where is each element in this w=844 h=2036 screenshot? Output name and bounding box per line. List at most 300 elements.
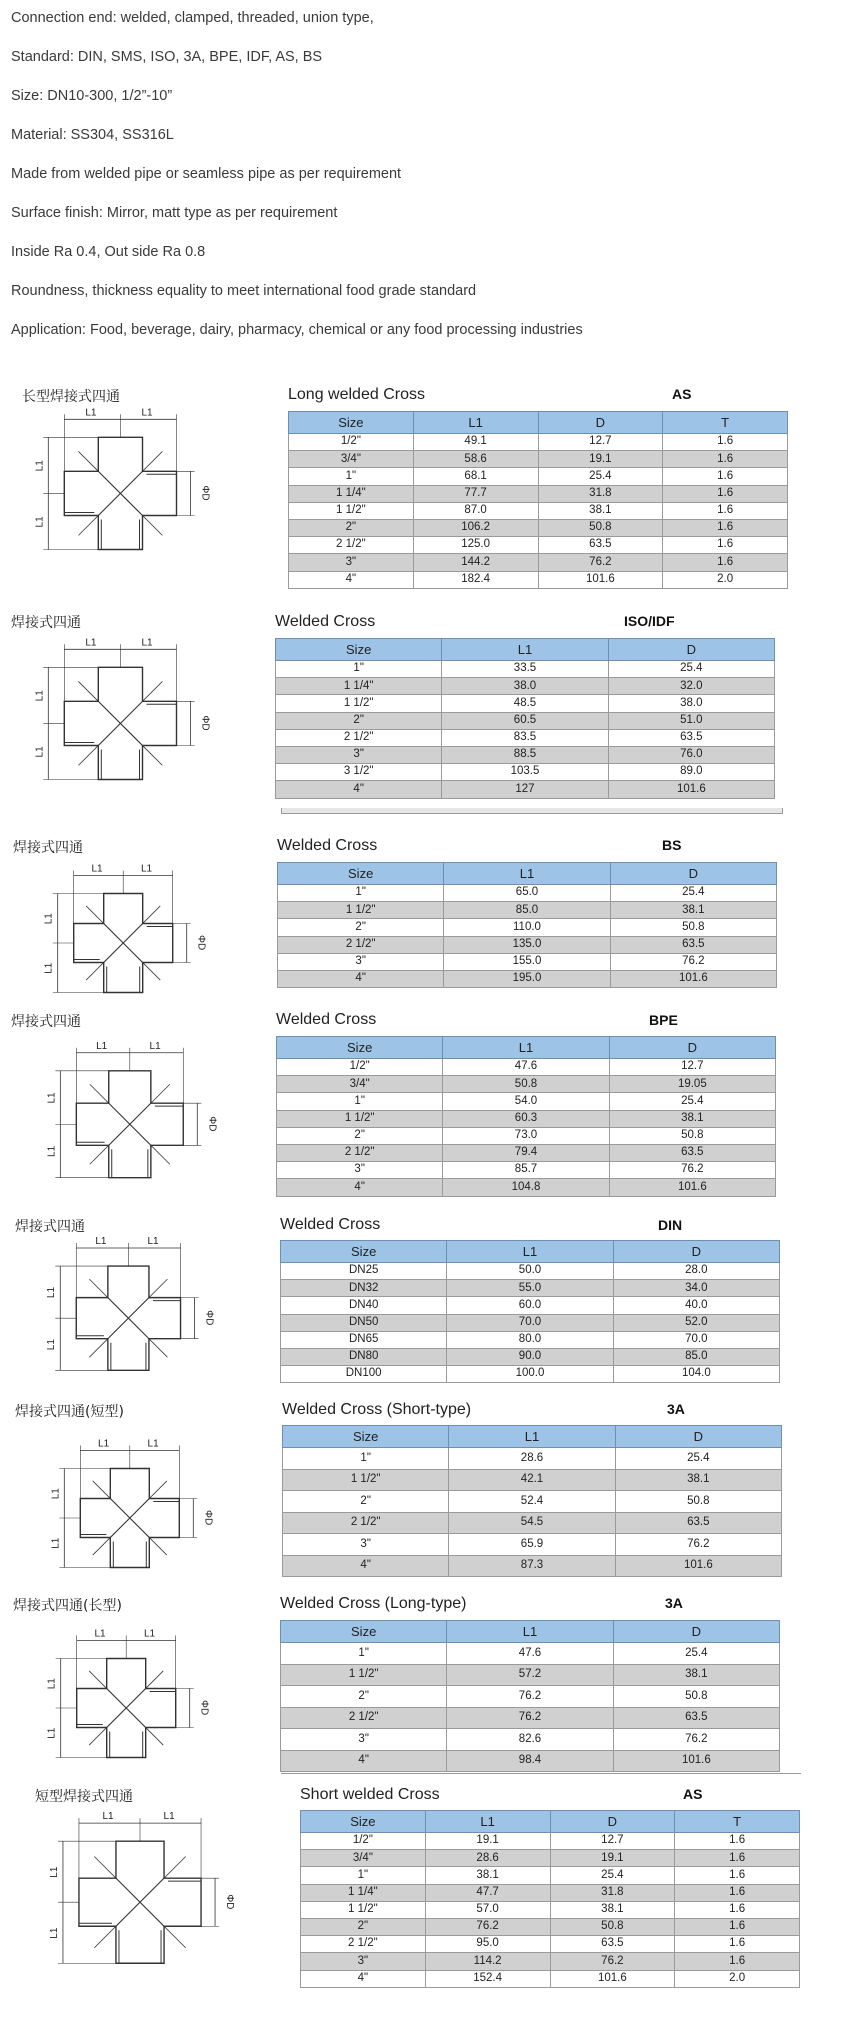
table-cell: 38.1 (610, 902, 776, 919)
table-cell: 2" (289, 519, 414, 536)
table-row (281, 1664, 780, 1686)
column-header: D (538, 412, 663, 434)
table-row (301, 1970, 800, 1987)
table-cell: 79.4 (443, 1144, 609, 1161)
table-row (301, 1936, 800, 1953)
table-cell: 101.6 (613, 1750, 779, 1772)
product-title: Welded Cross (275, 613, 376, 630)
standard-label: DIN (658, 1217, 683, 1233)
table-cell: 125.0 (413, 537, 538, 554)
table-cell: DN32 (281, 1280, 447, 1297)
table-cell: 1.6 (663, 502, 788, 519)
cross-drawing (50, 1438, 225, 1590)
table-cell: DN50 (281, 1314, 447, 1331)
table-cell: 90.0 (447, 1348, 613, 1365)
table-cell: 38.1 (609, 1110, 775, 1127)
table-cell: 2" (301, 1918, 426, 1935)
table-cell: 38.1 (550, 1901, 675, 1918)
column-header: D (613, 1621, 779, 1643)
l1-label-left: L1 (96, 1040, 108, 1052)
table-cell: 54.5 (449, 1512, 615, 1534)
table-cell: 144.2 (413, 554, 538, 571)
column-header: Size (281, 1241, 447, 1263)
table-cell: 60.5 (442, 712, 608, 729)
table-row (277, 1179, 776, 1196)
table-cell: 57.0 (425, 1901, 550, 1918)
table-cell: 63.5 (608, 729, 774, 746)
table-row (277, 1076, 776, 1093)
l1-label-left: L1 (85, 407, 97, 419)
table-cell: 76.2 (610, 953, 776, 970)
table-row (301, 1918, 800, 1935)
spec-roundness: Roundness, thickness equality to meet international food grade standard (11, 283, 477, 299)
spec-application: Application: Food, beverage, dairy, pharmacy, chemical or any food processing industries (11, 322, 583, 338)
column-header: Size (301, 1811, 426, 1833)
table-cell: 50.8 (538, 519, 663, 536)
diameter-label: ΦD (224, 1894, 236, 1910)
table-row (301, 1850, 800, 1867)
table-cell: 182.4 (413, 571, 538, 588)
cross-drawing (28, 635, 238, 805)
column-header: D (608, 639, 774, 661)
table-row (281, 1643, 780, 1665)
table-row (276, 729, 775, 746)
table-cell: 2 1/2" (276, 729, 442, 746)
table-row (289, 434, 788, 451)
table-row (277, 1127, 776, 1144)
table-cell: 58.6 (413, 451, 538, 468)
l1-label-top: L1 (46, 1286, 58, 1299)
table-cell: 2.0 (663, 571, 788, 588)
table-row (276, 695, 775, 712)
table-row (283, 1448, 782, 1470)
table-cell: 85.0 (613, 1348, 779, 1365)
table-cell: 25.4 (609, 1093, 775, 1110)
product-title: Welded Cross (280, 1216, 381, 1233)
table-row (278, 902, 777, 919)
table-row (281, 1729, 780, 1751)
table-cell: 3/4" (301, 1850, 426, 1867)
table-cell: 1" (276, 661, 442, 678)
diameter-label: ΦD (198, 1700, 210, 1716)
table-cell: 1 1/2" (277, 1110, 443, 1127)
product-title: Welded Cross (276, 1011, 377, 1028)
l1-label-right: L1 (140, 863, 153, 875)
dimension-table (288, 411, 788, 589)
diameter-label: ΦD (203, 1310, 215, 1326)
l1-label-left: L1 (95, 1236, 107, 1248)
table-cell: 1.6 (675, 1867, 800, 1884)
table-cell: 51.0 (608, 712, 774, 729)
table-cell: 2 1/2" (281, 1707, 447, 1729)
table-row (289, 537, 788, 554)
table-row (281, 1707, 780, 1729)
column-header: T (663, 412, 788, 434)
column-header: Size (278, 863, 444, 885)
column-header: L1 (447, 1621, 613, 1643)
table-cell: 25.4 (615, 1448, 781, 1470)
table-cell: 38.1 (538, 502, 663, 519)
table-cell: 155.0 (444, 953, 610, 970)
l1-label-right: L1 (149, 1040, 161, 1052)
table-cell: 28.6 (449, 1448, 615, 1470)
table-cell: 2" (276, 712, 442, 729)
column-header: D (615, 1426, 781, 1448)
table-cell: 76.2 (615, 1534, 781, 1556)
product-name-cn: 焊接式四通 (13, 840, 83, 856)
dimension-table (282, 1425, 782, 1577)
divider-line (281, 1773, 801, 1774)
column-header: D (613, 1241, 779, 1263)
table-row (283, 1469, 782, 1491)
table-cell: 101.6 (538, 571, 663, 588)
column-header: D (550, 1811, 675, 1833)
table-cell: 32.0 (608, 678, 774, 695)
column-header: Size (276, 639, 442, 661)
table-cell: 49.1 (413, 434, 538, 451)
table-cell: 1" (278, 885, 444, 902)
table-row (283, 1491, 782, 1513)
table-cell: 47.6 (443, 1059, 609, 1076)
table-cell: 4" (289, 571, 414, 588)
table-row (283, 1534, 782, 1556)
l1-label-left: L1 (98, 1438, 110, 1450)
table-cell: 2 1/2" (289, 537, 414, 554)
column-header: Size (277, 1037, 443, 1059)
dimension-table (280, 1620, 780, 1772)
table-cell: 1/2" (277, 1059, 443, 1076)
table-cell: 12.7 (609, 1059, 775, 1076)
table-cell: 3" (276, 746, 442, 763)
table-cell: 1" (281, 1643, 447, 1665)
table-row (276, 764, 775, 781)
table-footer-strip (281, 808, 783, 814)
standard-label: ISO/IDF (624, 613, 675, 629)
table-cell: 70.0 (613, 1331, 779, 1348)
table-row (278, 919, 777, 936)
dimension-table (300, 1810, 800, 1988)
table-cell: 76.0 (608, 746, 774, 763)
dimension-table (280, 1240, 780, 1383)
table-cell: 3" (278, 953, 444, 970)
table-row (276, 712, 775, 729)
l1-label-top: L1 (48, 1866, 60, 1878)
table-cell: 2 1/2" (277, 1144, 443, 1161)
product-name-cn: 焊接式四通 (11, 1014, 81, 1030)
table-cell: 114.2 (425, 1953, 550, 1970)
table-cell: 50.8 (615, 1491, 781, 1513)
table-cell: 50.8 (609, 1127, 775, 1144)
table-cell: 47.7 (425, 1884, 550, 1901)
table-cell: 1 1/4" (301, 1884, 426, 1901)
product-name-cn: 短型焊接式四通 (35, 1789, 133, 1805)
cross-drawing (44, 865, 224, 1015)
table-cell: 110.0 (444, 919, 610, 936)
table-cell: 104.8 (443, 1179, 609, 1196)
table-cell: 38.0 (442, 678, 608, 695)
table-cell: 1 1/4" (289, 485, 414, 502)
l1-label-left: L1 (102, 1811, 114, 1823)
table-cell: 2" (281, 1686, 447, 1708)
column-header: L1 (425, 1811, 550, 1833)
table-row (283, 1555, 782, 1577)
l1-label-left: L1 (91, 863, 103, 875)
table-row (276, 746, 775, 763)
table-cell: 85.7 (443, 1162, 609, 1179)
table-cell: 76.2 (609, 1162, 775, 1179)
column-header: T (675, 1811, 800, 1833)
l1-label-right: L1 (143, 1628, 156, 1640)
table-cell: 52.4 (449, 1491, 615, 1513)
table-row (277, 1144, 776, 1161)
table-row (281, 1314, 780, 1331)
spec-size: Size: DN10-300, 1/2”-10” (11, 88, 173, 104)
table-cell: 25.4 (550, 1867, 675, 1884)
table-cell: 50.8 (613, 1686, 779, 1708)
table-cell: 1.6 (663, 554, 788, 571)
table-cell: 2.0 (675, 1970, 800, 1987)
table-cell: 25.4 (538, 468, 663, 485)
table-cell: 1" (277, 1093, 443, 1110)
l1-label-top: L1 (43, 913, 55, 925)
table-cell: 76.2 (447, 1707, 613, 1729)
table-row (281, 1366, 780, 1383)
table-cell: 2" (283, 1491, 449, 1513)
table-cell: 19.05 (609, 1076, 775, 1093)
product-name-cn: 焊接式四通(长型) (13, 1598, 122, 1614)
table-cell: 77.7 (413, 485, 538, 502)
l1-label-right: L1 (147, 1438, 159, 1450)
table-cell: 100.0 (447, 1366, 613, 1383)
column-header: L1 (449, 1426, 615, 1448)
table-cell: 63.5 (610, 936, 776, 953)
table-cell: 2 1/2" (301, 1936, 426, 1953)
table-cell: 68.1 (413, 468, 538, 485)
product-name-cn: 焊接式四通 (15, 1219, 85, 1235)
table-cell: 12.7 (538, 434, 663, 451)
diameter-label: ΦD (202, 1510, 214, 1526)
table-cell: 70.0 (447, 1314, 613, 1331)
l1-label-bottom: L1 (34, 746, 46, 758)
table-cell: 1 1/2" (281, 1664, 447, 1686)
l1-label-left: L1 (94, 1628, 106, 1640)
table-cell: 34.0 (613, 1280, 779, 1297)
table-cell: 2" (277, 1127, 443, 1144)
standard-label: AS (672, 386, 692, 402)
table-cell: 57.2 (447, 1664, 613, 1686)
table-row (289, 571, 788, 588)
table-cell: 106.2 (413, 519, 538, 536)
table-cell: 3" (289, 554, 414, 571)
table-cell: 3/4" (277, 1076, 443, 1093)
table-cell: 76.2 (425, 1918, 550, 1935)
table-cell: 1/2" (301, 1833, 426, 1850)
product-title: Short welded Cross (300, 1786, 440, 1803)
l1-label-top: L1 (50, 1488, 62, 1500)
table-cell: 76.2 (447, 1686, 613, 1708)
table-row (301, 1901, 800, 1918)
l1-label-bottom: L1 (43, 962, 55, 974)
spec-pipe: Made from welded pipe or seamless pipe as per requirement (11, 166, 402, 182)
l1-label-top: L1 (46, 1092, 58, 1104)
standard-label: 3A (667, 1401, 685, 1417)
table-cell: 1 1/2" (283, 1469, 449, 1491)
dimension-table (275, 638, 775, 799)
dimension-table (277, 862, 777, 988)
table-row (278, 970, 777, 987)
table-cell: 101.6 (608, 781, 774, 798)
table-cell: 1" (301, 1867, 426, 1884)
table-cell: 19.1 (425, 1833, 550, 1850)
spec-material: Material: SS304, SS316L (11, 127, 174, 143)
column-header: L1 (413, 412, 538, 434)
table-row (277, 1059, 776, 1076)
standard-label: BS (662, 837, 682, 853)
column-header: Size (281, 1621, 447, 1643)
cross-drawing (28, 405, 238, 575)
l1-label-left: L1 (85, 637, 97, 649)
table-cell: 88.5 (442, 746, 608, 763)
table-cell: 101.6 (609, 1179, 775, 1196)
table-cell: 76.2 (613, 1729, 779, 1751)
diameter-label: ΦD (199, 485, 211, 501)
table-cell: 47.6 (447, 1643, 613, 1665)
table-cell: 3" (301, 1953, 426, 1970)
table-cell: 2 1/2" (283, 1512, 449, 1534)
table-cell: 50.8 (550, 1918, 675, 1935)
spec-standard: Standard: DIN, SMS, ISO, 3A, BPE, IDF, AS, BS (11, 49, 323, 65)
table-cell: DN65 (281, 1331, 447, 1348)
table-cell: 1.6 (675, 1833, 800, 1850)
table-cell: 25.4 (610, 885, 776, 902)
table-row (289, 502, 788, 519)
column-header: L1 (444, 863, 610, 885)
table-cell: 3 1/2" (276, 764, 442, 781)
column-header: L1 (447, 1241, 613, 1263)
product-title: Welded Cross (277, 837, 378, 854)
cross-drawing (47, 1630, 227, 1780)
table-cell: 1" (289, 468, 414, 485)
l1-label-right: L1 (141, 407, 153, 419)
column-header: Size (289, 412, 414, 434)
table-row (276, 661, 775, 678)
table-cell: 12.7 (550, 1833, 675, 1850)
table-cell: 76.2 (538, 554, 663, 571)
table-cell: 87.0 (413, 502, 538, 519)
table-cell: 95.0 (425, 1936, 550, 1953)
table-cell: 63.5 (613, 1707, 779, 1729)
table-cell: 54.0 (443, 1093, 609, 1110)
standard-label: BPE (649, 1012, 678, 1028)
table-cell: 4" (301, 1970, 426, 1987)
table-row (289, 468, 788, 485)
table-cell: 65.9 (449, 1534, 615, 1556)
standard-label: AS (683, 1786, 703, 1802)
table-cell: 4" (278, 970, 444, 987)
table-cell: 3" (281, 1729, 447, 1751)
l1-label-bottom: L1 (34, 516, 46, 528)
table-cell: 1.6 (675, 1918, 800, 1935)
column-header: L1 (443, 1037, 609, 1059)
column-header: L1 (442, 639, 608, 661)
table-cell: 63.5 (538, 537, 663, 554)
diameter-label: ΦD (199, 715, 211, 731)
table-cell: DN100 (281, 1366, 447, 1383)
table-row (281, 1280, 780, 1297)
table-cell: 50.8 (443, 1076, 609, 1093)
dimension-table (276, 1036, 776, 1197)
table-row (301, 1867, 800, 1884)
table-row (289, 485, 788, 502)
table-cell: 3" (277, 1162, 443, 1179)
table-cell: 135.0 (444, 936, 610, 953)
table-cell: 80.0 (447, 1331, 613, 1348)
table-row (278, 936, 777, 953)
table-cell: 1.6 (663, 519, 788, 536)
table-row (281, 1331, 780, 1348)
table-cell: 1 1/4" (276, 678, 442, 695)
table-cell: 2" (278, 919, 444, 936)
l1-label-top: L1 (34, 460, 46, 472)
table-cell: 1.6 (675, 1850, 800, 1867)
table-cell: 1.6 (663, 537, 788, 554)
product-name-cn: 焊接式四通 (11, 615, 81, 631)
table-cell: 1 1/2" (289, 502, 414, 519)
cross-drawing (48, 1806, 252, 1991)
table-row (301, 1884, 800, 1901)
table-cell: 33.5 (442, 661, 608, 678)
table-cell: 50.8 (610, 919, 776, 936)
table-cell: 42.1 (449, 1469, 615, 1491)
table-row (278, 885, 777, 902)
table-cell: 1 1/2" (301, 1901, 426, 1918)
table-cell: 50.0 (447, 1263, 613, 1280)
table-cell: 152.4 (425, 1970, 550, 1987)
l1-label-right: L1 (163, 1811, 175, 1823)
table-row (277, 1162, 776, 1179)
table-cell: 65.0 (444, 885, 610, 902)
table-cell: 101.6 (610, 970, 776, 987)
table-cell: 4" (276, 781, 442, 798)
table-row (281, 1750, 780, 1772)
table-cell: 40.0 (613, 1297, 779, 1314)
table-cell: 76.2 (550, 1953, 675, 1970)
table-cell: 85.0 (444, 902, 610, 919)
l1-label-top: L1 (46, 1678, 58, 1690)
l1-label-right: L1 (141, 637, 153, 649)
table-cell: DN40 (281, 1297, 447, 1314)
table-cell: 87.3 (449, 1555, 615, 1577)
table-cell: 3" (283, 1534, 449, 1556)
spec-connection: Connection end: welded, clamped, threaded, union type, (11, 10, 374, 26)
table-cell: 73.0 (443, 1127, 609, 1144)
table-cell: 28.6 (425, 1850, 550, 1867)
table-cell: DN25 (281, 1263, 447, 1280)
product-title: Welded Cross (Short-type) (282, 1401, 472, 1418)
table-cell: 103.5 (442, 764, 608, 781)
table-row (277, 1110, 776, 1127)
table-row (278, 953, 777, 970)
table-cell: 55.0 (447, 1280, 613, 1297)
table-cell: 101.6 (615, 1555, 781, 1577)
table-cell: 1 1/2" (278, 902, 444, 919)
table-cell: 52.0 (613, 1314, 779, 1331)
table-row (276, 678, 775, 695)
table-cell: 1.6 (675, 1936, 800, 1953)
diameter-label: ΦD (206, 1116, 218, 1132)
product-name-cn: 长型焊接式四通 (22, 389, 120, 405)
table-cell: 4" (277, 1179, 443, 1196)
